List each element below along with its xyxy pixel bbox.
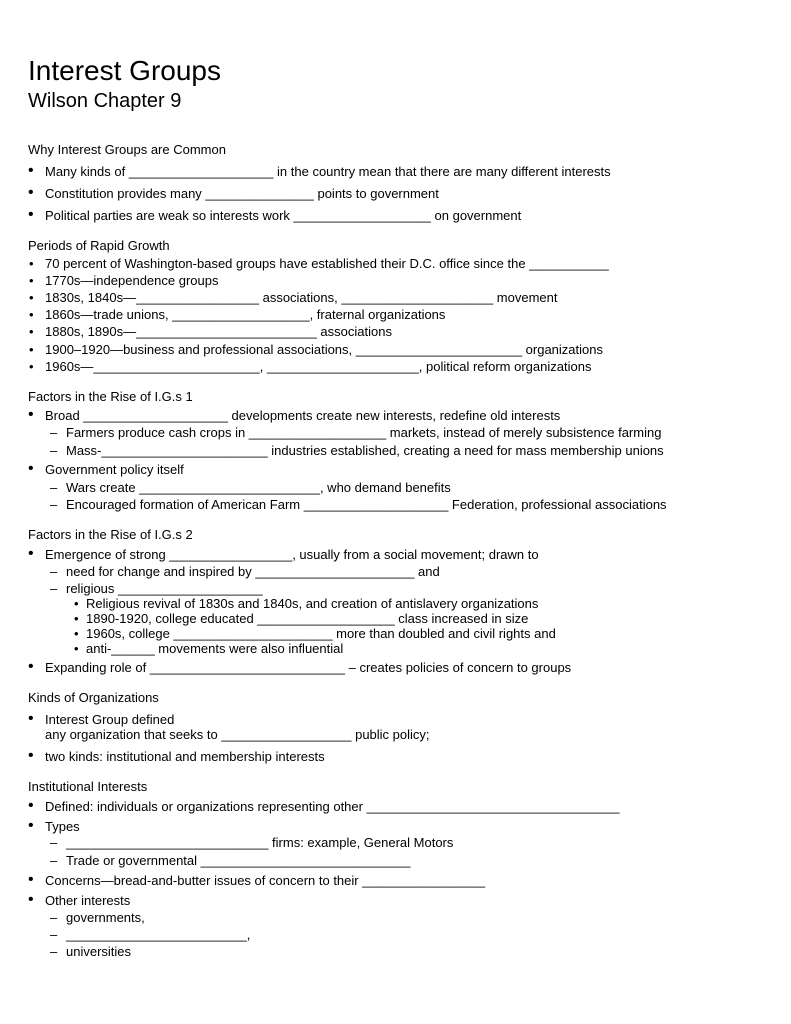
sub-list-item: need for change and inspired by ______________________ and xyxy=(66,564,440,579)
list-item: Interest Group defined xyxy=(45,712,175,727)
bullet-icon: • xyxy=(28,871,34,888)
list-item: Many kinds of ____________________ in the country mean that there are many different interests xyxy=(45,164,611,179)
bullet-icon: • xyxy=(28,460,34,477)
dash-icon: – xyxy=(50,910,58,925)
list-item: two kinds: institutional and membership interests xyxy=(45,749,325,764)
bullet-icon: • xyxy=(28,797,34,814)
list-item: Government policy itself xyxy=(45,462,184,477)
bullet-icon: • xyxy=(29,273,34,288)
sub-list-item: universities xyxy=(66,944,132,959)
sub-list-item: Farmers produce cash crops in ___________________ markets, instead of merely subsistence farming xyxy=(66,425,662,440)
dash-icon: – xyxy=(50,425,58,440)
list-item: 1860s—trade unions, ___________________, fraternal organizations xyxy=(45,307,446,322)
section-heading-factors-1: Factors in the Rise of I.G.s 1 xyxy=(28,389,193,404)
bullet-icon: • xyxy=(28,891,34,908)
sub-list-item: Trade or governmental _____________________________ xyxy=(66,853,411,868)
dash-icon: – xyxy=(50,443,58,458)
dash-icon: – xyxy=(50,944,58,959)
list-item: Constitution provides many _______________ points to government xyxy=(45,186,439,201)
sub-sub-list-item: Religious revival of 1830s and 1840s, and creation of antislavery organizations xyxy=(86,596,539,611)
sub-list-item: Wars create _________________________, who demand benefits xyxy=(66,480,451,495)
sub-sub-list-item: 1890-1920, college educated ___________________ class increased in size xyxy=(86,611,529,626)
sub-list-item: ____________________________ firms: example, General Motors xyxy=(66,835,454,850)
bullet-icon: • xyxy=(74,626,79,641)
list-item: Emergence of strong _________________, usually from a social movement; drawn to xyxy=(45,547,539,562)
bullet-icon: • xyxy=(74,596,79,611)
bullet-icon: • xyxy=(28,184,34,201)
list-item: Defined: individuals or organizations representing other ___________________________________ xyxy=(45,799,620,814)
sub-list-item: _________________________, xyxy=(66,927,251,942)
list-item: 1880s, 1890s—_________________________ associations xyxy=(45,324,392,339)
section-heading-institutional: Institutional Interests xyxy=(28,779,148,794)
bullet-icon: • xyxy=(29,256,34,271)
bullet-icon: • xyxy=(74,611,79,626)
bullet-icon: • xyxy=(29,359,34,374)
bullet-icon: • xyxy=(28,747,34,764)
list-item: 1900–1920—business and professional associations, _______________________ organizations xyxy=(45,342,603,357)
bullet-icon: • xyxy=(28,710,34,727)
sub-sub-list-item: 1960s, college ______________________ more than doubled and civil rights and xyxy=(86,626,556,641)
sub-list-item: religious ____________________ xyxy=(66,581,263,596)
section-heading-kinds: Kinds of Organizations xyxy=(28,690,159,705)
list-item: Broad ____________________ developments create new interests, redefine old interests xyxy=(45,408,561,423)
dash-icon: – xyxy=(50,564,58,579)
list-item: 70 percent of Washington-based groups have established their D.C. office since the ___________ xyxy=(45,256,609,271)
bullet-icon: • xyxy=(74,641,79,656)
bullet-icon: • xyxy=(29,324,34,339)
bullet-icon: • xyxy=(28,162,34,179)
section-heading-factors-2: Factors in the Rise of I.G.s 2 xyxy=(28,527,193,542)
list-item: Other interests xyxy=(45,893,131,908)
list-item: 1960s—_______________________, _____________________, political reform organizations xyxy=(45,359,592,374)
list-item: Concerns—bread-and-butter issues of concern to their _________________ xyxy=(45,873,486,888)
list-item: 1830s, 1840s—_________________ associations, _____________________ movement xyxy=(45,290,558,305)
bullet-icon: • xyxy=(29,290,34,305)
list-item: 1770s—independence groups xyxy=(45,273,219,288)
bullet-icon: • xyxy=(28,545,34,562)
list-item-continuation: any organization that seeks to __________________ public policy; xyxy=(45,727,430,742)
dash-icon: – xyxy=(50,927,58,942)
bullet-icon: • xyxy=(28,206,34,223)
sub-list-item: Mass-_______________________ industries established, creating a need for mass membership unions xyxy=(66,443,664,458)
dash-icon: – xyxy=(50,581,58,596)
sub-list-item: Encouraged formation of American Farm ____________________ Federation, professional associations xyxy=(66,497,667,512)
dash-icon: – xyxy=(50,835,58,850)
list-item: Political parties are weak so interests work ___________________ on government xyxy=(45,208,522,223)
page-subtitle: Wilson Chapter 9 xyxy=(28,90,182,112)
section-heading-why-common: Why Interest Groups are Common xyxy=(28,142,226,157)
list-item: Types xyxy=(45,819,80,834)
bullet-icon: • xyxy=(29,342,34,357)
bullet-icon: • xyxy=(28,406,34,423)
section-heading-rapid-growth: Periods of Rapid Growth xyxy=(28,238,170,253)
sub-list-item: governments, xyxy=(66,910,145,925)
list-item: Expanding role of ___________________________ – creates policies of concern to groups xyxy=(45,660,572,675)
sub-sub-list-item: anti-______ movements were also influential xyxy=(86,641,344,656)
dash-icon: – xyxy=(50,497,58,512)
bullet-icon: • xyxy=(28,658,34,675)
bullet-icon: • xyxy=(29,307,34,322)
page-title: Interest Groups xyxy=(28,55,221,86)
dash-icon: – xyxy=(50,480,58,495)
bullet-icon: • xyxy=(28,817,34,834)
dash-icon: – xyxy=(50,853,58,868)
